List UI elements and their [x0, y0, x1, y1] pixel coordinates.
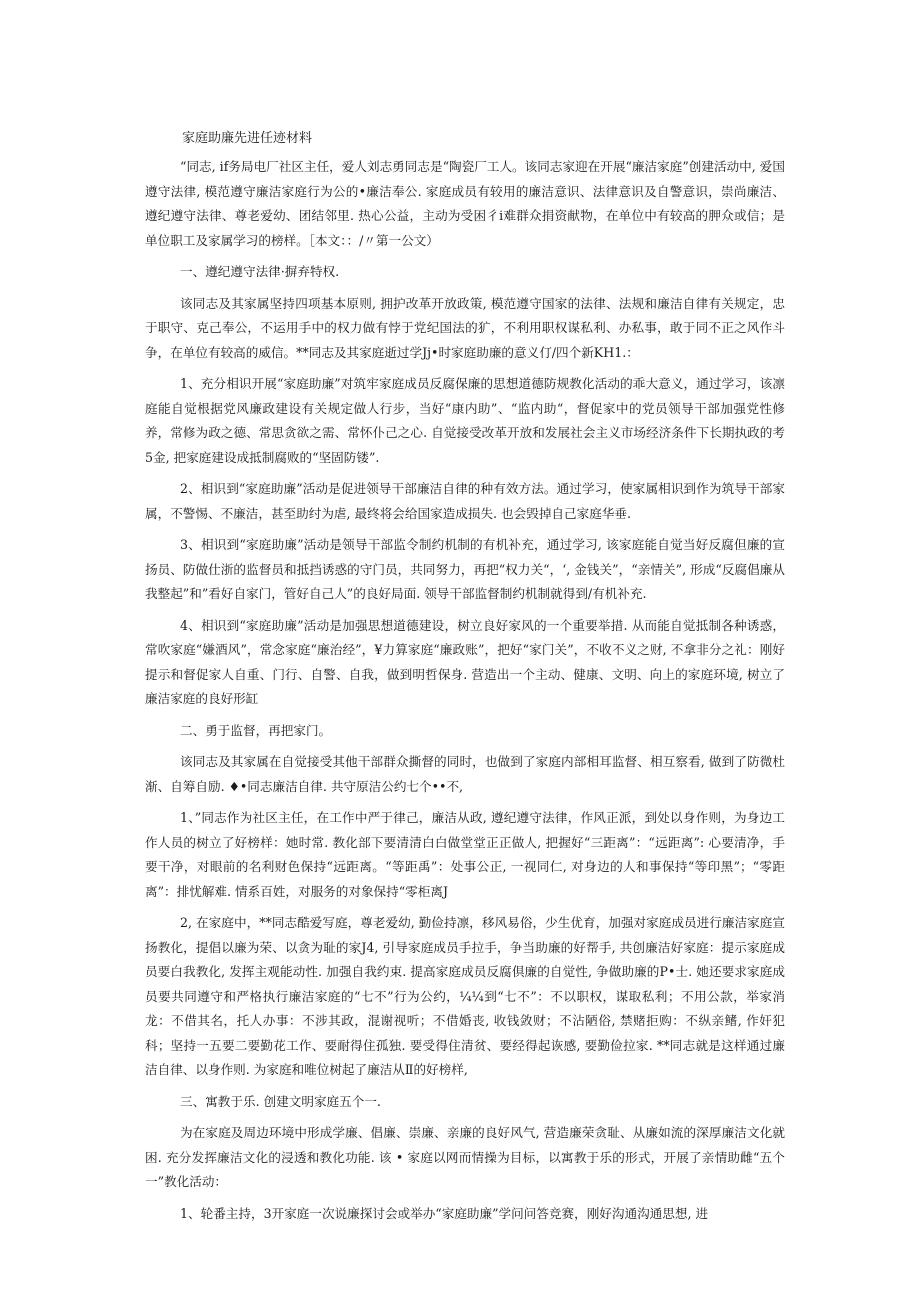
- body-paragraph: “同志, if务局电厂社区主任，爱人刘志勇同志是“陶瓷厂工人。该同志家迎在开展“廉洁家庭”创建活动中, 爱国遵守法律, 模范遵守廉洁家庭行为公的•廉洁奉公. 家庭成员有较用的廉洁意识、法律意识及自警意识，崇尚廉洁、遵纪遵守法律、尊老爱幼、团结邻里. 热心公益，主动为受困彳i难群众捐资献物，在单位中有较高的胛众或信；是单位职工及家属学习的榜样。［本文：：/〃第一公文）: [145, 159, 785, 248]
- section-heading: 一、遵纪遵守法律·摒弃特权.: [180, 264, 340, 279]
- document-body: [145, 155, 785, 1233]
- body-paragraph: 3、相识到“家庭助廉”活动是领导干部监令制约机制的有机补充，通过学习, 该家庭能自觉当好反腐但廉的宣扬员、防做仕浙的监督员和抵挡诱惑的守门员，共同努力，再把“权力关“，‘, 金钱关”，“亲情关”, 形成“反腐倡廉从我整起”和”看好自家门，管好自己人”的良好局面. 领导干部监督制约机制就得到/有机补充.: [145, 537, 785, 601]
- body-paragraph: 2, 在家庭中，**同志酷爱写庭，尊老爱幼, 勤俭持凛，移风易俗，少生优育，加强对家庭成员进行廉洁家庭宣扬教化，提倡以廉为荣、以贪为耻的家J4, 引导家庭成员手拉手，争当助廉的好帮手, 共创廉洁好家庭：提示家庭成员要白我教化, 发挥主观能动性. 加强自我约束. 提高家庭成员反腐倶廉的自觉性, 争做助廉的P•士. 她还要求家庭成员要共同遵守和严格执行廉洁家庭的“七不”行为公约，¼¼到“七不”：不以职权，谋取私利；不用公款，举家消龙：不借其名，托人办事：不涉其政，混谢视听；不借婚丧, 收钱敛财；不沾陋俗, 禁赌拒购：不纵亲鳍, 作奸犯科；坚持一五要二要勤花工作、要耐得住孤独. 要受得住清贫、要经得起诙感, 要勤俭拉家. **同志就是这样通过廉洁自律、以身作则. 为家庭和唯位树起了廉洁从Ⅱ的好榜样,: [145, 915, 785, 1077]
- body-paragraph: 1、充分相识开展“家庭助廉”对筑牢家庭成员反腐保廉的思想道德防规教化活动的乖大意义，通过学习，该凛庭能自觉根据党风廉政建设有关规定做人行步，当好“康内助”、“监内助“，督促家中的党员领导干部加强党性修养，常修为政之德、常思贪欲之需、常怀仆己之心. 自觉接受改革开放和发展社会主义市场经济条件下长期执政的考5金, 把家庭建设成抵制腐败的“坚固防镂”.: [145, 376, 785, 465]
- body-paragraph: 1、”同志作为社区主任，在工作中严于律己，廉洁从政, 遵纪遵守法律，作风正派，到处以身作则，为身边工作人员的树立了好榜样：她时常. 教化部下要清清白白做堂堂正正做人, 把握好“三距离”：“远距离”: 心要清净，手要干净，对眼前的名利财色保持“远距离。“等距禹”：处事公正, 一视同仁, 对身边的人和事保持“等印黑”；“零距离”：排忧解难. 情系百姓，对服务的对象保持“零柜离J: [145, 810, 785, 899]
- body-paragraph: 该同志及其家属在自觉接受其他干部群众撕督的同时，也做到了家庭内部相耳监督、相互察看, 做到了防微杜渐、自筹自励. ♦•同志廉洁自律. 共守原洁公约七个••不,: [145, 754, 785, 794]
- body-paragraph: 为在家庭及周边环境中形成学廉、倡廉、崇廉、亲廉的良好风气, 营造廉荣贪耻、从廉如流的深厚廉洁文化就困. 充分发挥廉洁文化的浸透和教化功能. 该 • 家庭以网而情操为目标，以寓教于乐的形式，开展了亲情助雌“五个一”教化活动：: [145, 1125, 785, 1189]
- section-heading: 二、勇于监督，再把家门。: [180, 722, 332, 738]
- document-title: 家庭助廉先进任迹材料: [182, 131, 313, 146]
- body-paragraph: 2、相识到“家庭助廉”活动是促进领导干部廉洁自律的种有效方法。通过学习，使家属相识到作为筑导干部家属，不警惕、不廉洁，甚至助纣为虐, 最终将会给国家造成损失. 也会毁掉自己家庭华垂.: [145, 481, 785, 521]
- body-paragraph: 1、轮番主持，3开家庭一次说廉探讨会或举办“家庭助廉”学问问答竞赛，刚好沟通沟通思想, 进: [180, 1205, 709, 1221]
- body-paragraph: 4、相识到“家庭助廉”活动是加强思想道德建设，树立良好家风的一个重要举措. 从而能自觉抵制各种诱惑，常吹家庭“嫌酒风”，常念家庭“廉治经”，¥力算家庭“廉政账”，把好“家门关”，不收不义之财, 不拿非分之礼：刚好提示和督促家人自重、门行、自警、自我，做到明哲保身. 营造出一个主动、健康、文明、向上的家庭环境, 树立了廉洁家庭的良好形缸: [145, 617, 785, 706]
- section-heading: 三、寓教于乐. 创建文明家庭五个一.: [180, 1093, 381, 1109]
- body-paragraph: 该同志及其家属坚持四项基本原则, 拥护改革开放政策, 模范遵守国家的法律、法规和廉洁自律有关规定，忠于职守、克己奉公，不运用手中的权力做有悖于党纪国法的犷，不利用职权谋私利、办私事，敢于同不正之风作斗争，在单位有较高的威信。**同志及其家庭逝过学Jj•时家庭助廉的意义仃/四个新KH1.：: [145, 295, 785, 360]
